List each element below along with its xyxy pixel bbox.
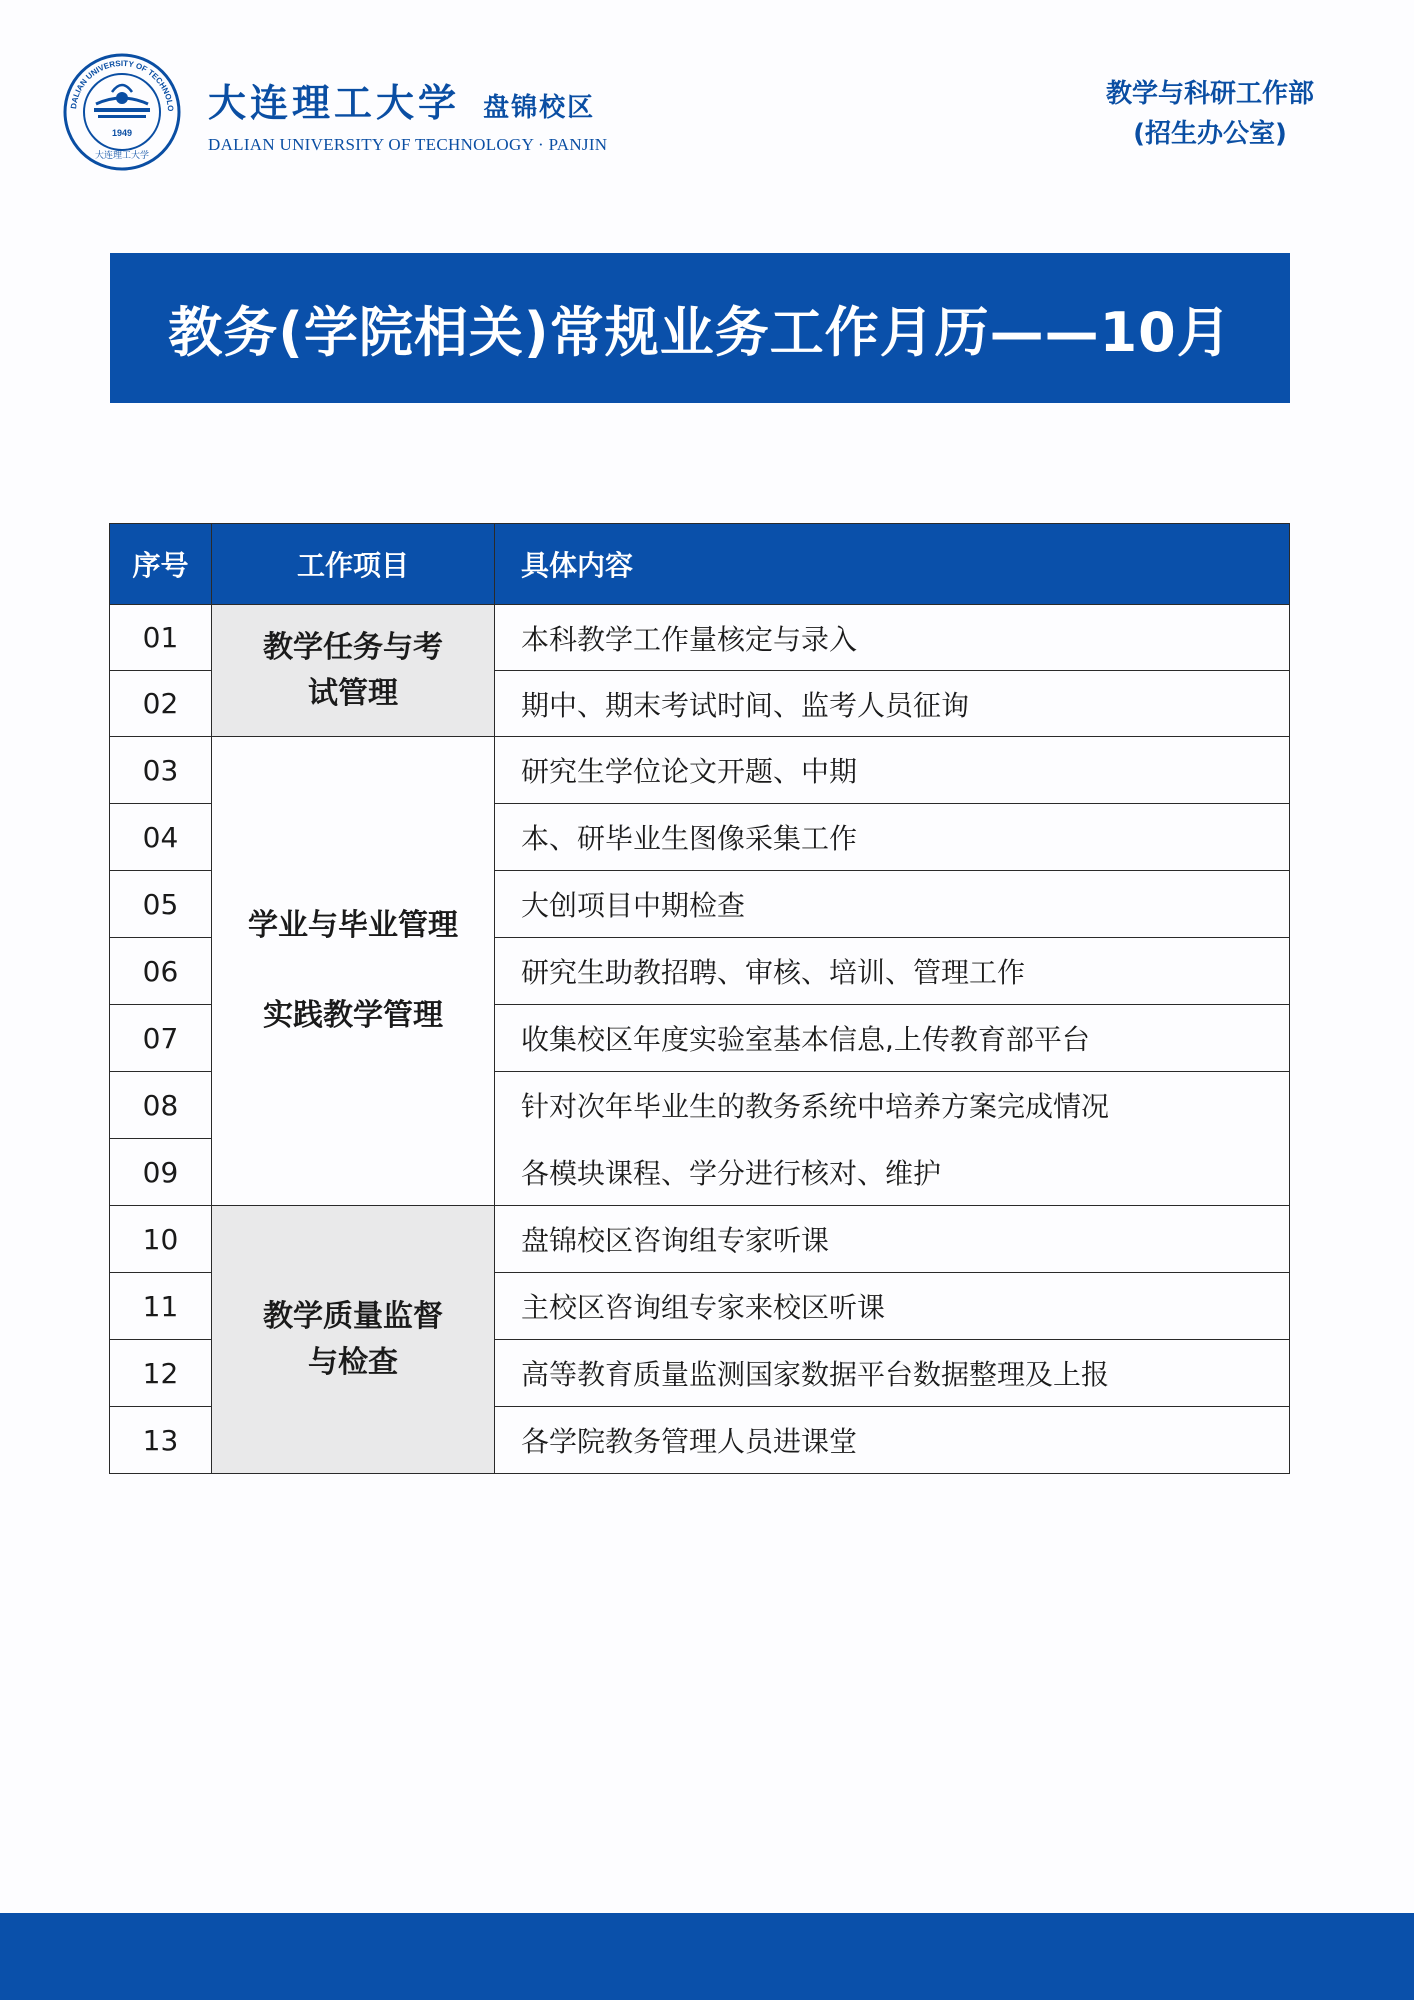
category-line: 与检查 (308, 1344, 398, 1380)
category-cell-academic-practice (212, 737, 495, 1206)
row-number: 02 (110, 671, 212, 737)
brand-name-cn: 大连理工大学 (208, 80, 461, 125)
university-seal-icon (62, 52, 182, 172)
category-line: 试管理 (308, 675, 398, 711)
row-content: 针对次年毕业生的教务系统中培养方案完成情况 (495, 1072, 1290, 1139)
row-number: 05 (110, 871, 212, 938)
row-number: 03 (110, 737, 212, 804)
row-number: 08 (110, 1072, 212, 1139)
department-label (1106, 74, 1314, 154)
row-content: 高等教育质量监测国家数据平台数据整理及上报 (495, 1340, 1290, 1407)
header-content: 具体内容 (495, 524, 1290, 605)
category-line: 教学任务与考 (263, 629, 443, 665)
brand-campus: 盘锦校区 (483, 93, 596, 123)
row-number: 09 (110, 1139, 212, 1206)
row-content: 各模块课程、学分进行核对、维护 (495, 1139, 1290, 1206)
row-number: 10 (110, 1206, 212, 1273)
row-content: 研究生助教招聘、审核、培训、管理工作 (495, 938, 1290, 1005)
category-line: 教学质量监督 (263, 1298, 443, 1334)
work-calendar-table (109, 523, 1290, 1474)
university-logo (62, 52, 182, 172)
row-number: 07 (110, 1005, 212, 1072)
row-content: 盘锦校区咨询组专家听课 (495, 1206, 1290, 1273)
footer-bar (0, 1913, 1414, 2000)
logo-bottom-text: 大连理工大学 (94, 151, 150, 161)
row-content: 收集校区年度实验室基本信息,上传教育部平台 (495, 1005, 1290, 1072)
row-content: 期中、期末考试时间、监考人员征询 (495, 671, 1290, 737)
logo-ring-text: DALIAN UNIVERSITY OF TECHNOLO (69, 58, 176, 112)
row-content: 本科教学工作量核定与录入 (495, 605, 1290, 671)
brand-name-en: DALIAN UNIVERSITY OF TECHNOLOGY · PANJIN (208, 135, 608, 154)
logo-year: 1949 (111, 128, 133, 138)
row-content: 大创项目中期检查 (495, 871, 1290, 938)
header-item: 工作项目 (212, 524, 495, 605)
category-line: 实践教学管理 (263, 998, 443, 1033)
table-row (110, 605, 1290, 671)
row-number: 01 (110, 605, 212, 671)
row-content: 各学院教务管理人员进课堂 (495, 1407, 1290, 1474)
row-number: 13 (110, 1407, 212, 1474)
header-index: 序号 (110, 524, 212, 605)
category-cell-teaching-task (212, 605, 495, 737)
department-subname: (招生办公室) (1133, 119, 1287, 149)
row-number: 04 (110, 804, 212, 871)
table-row (110, 737, 1290, 804)
department-name: 教学与科研工作部 (1105, 79, 1314, 109)
row-content: 本、研毕业生图像采集工作 (495, 804, 1290, 871)
row-content: 研究生学位论文开题、中期 (495, 737, 1290, 804)
row-content: 主校区咨询组专家来校区听课 (495, 1273, 1290, 1340)
page-title: 教务(学院相关)常规业务工作月历——10月 (168, 300, 1232, 364)
brand-block (208, 72, 607, 155)
table-row (110, 1206, 1290, 1273)
row-number: 06 (110, 938, 212, 1005)
category-cell-quality-supervision (212, 1206, 495, 1474)
page-title-bar (110, 253, 1290, 403)
category-line: 学业与毕业管理 (248, 908, 458, 943)
table-header-row (110, 524, 1290, 605)
row-number: 12 (110, 1340, 212, 1407)
row-number: 11 (110, 1273, 212, 1340)
